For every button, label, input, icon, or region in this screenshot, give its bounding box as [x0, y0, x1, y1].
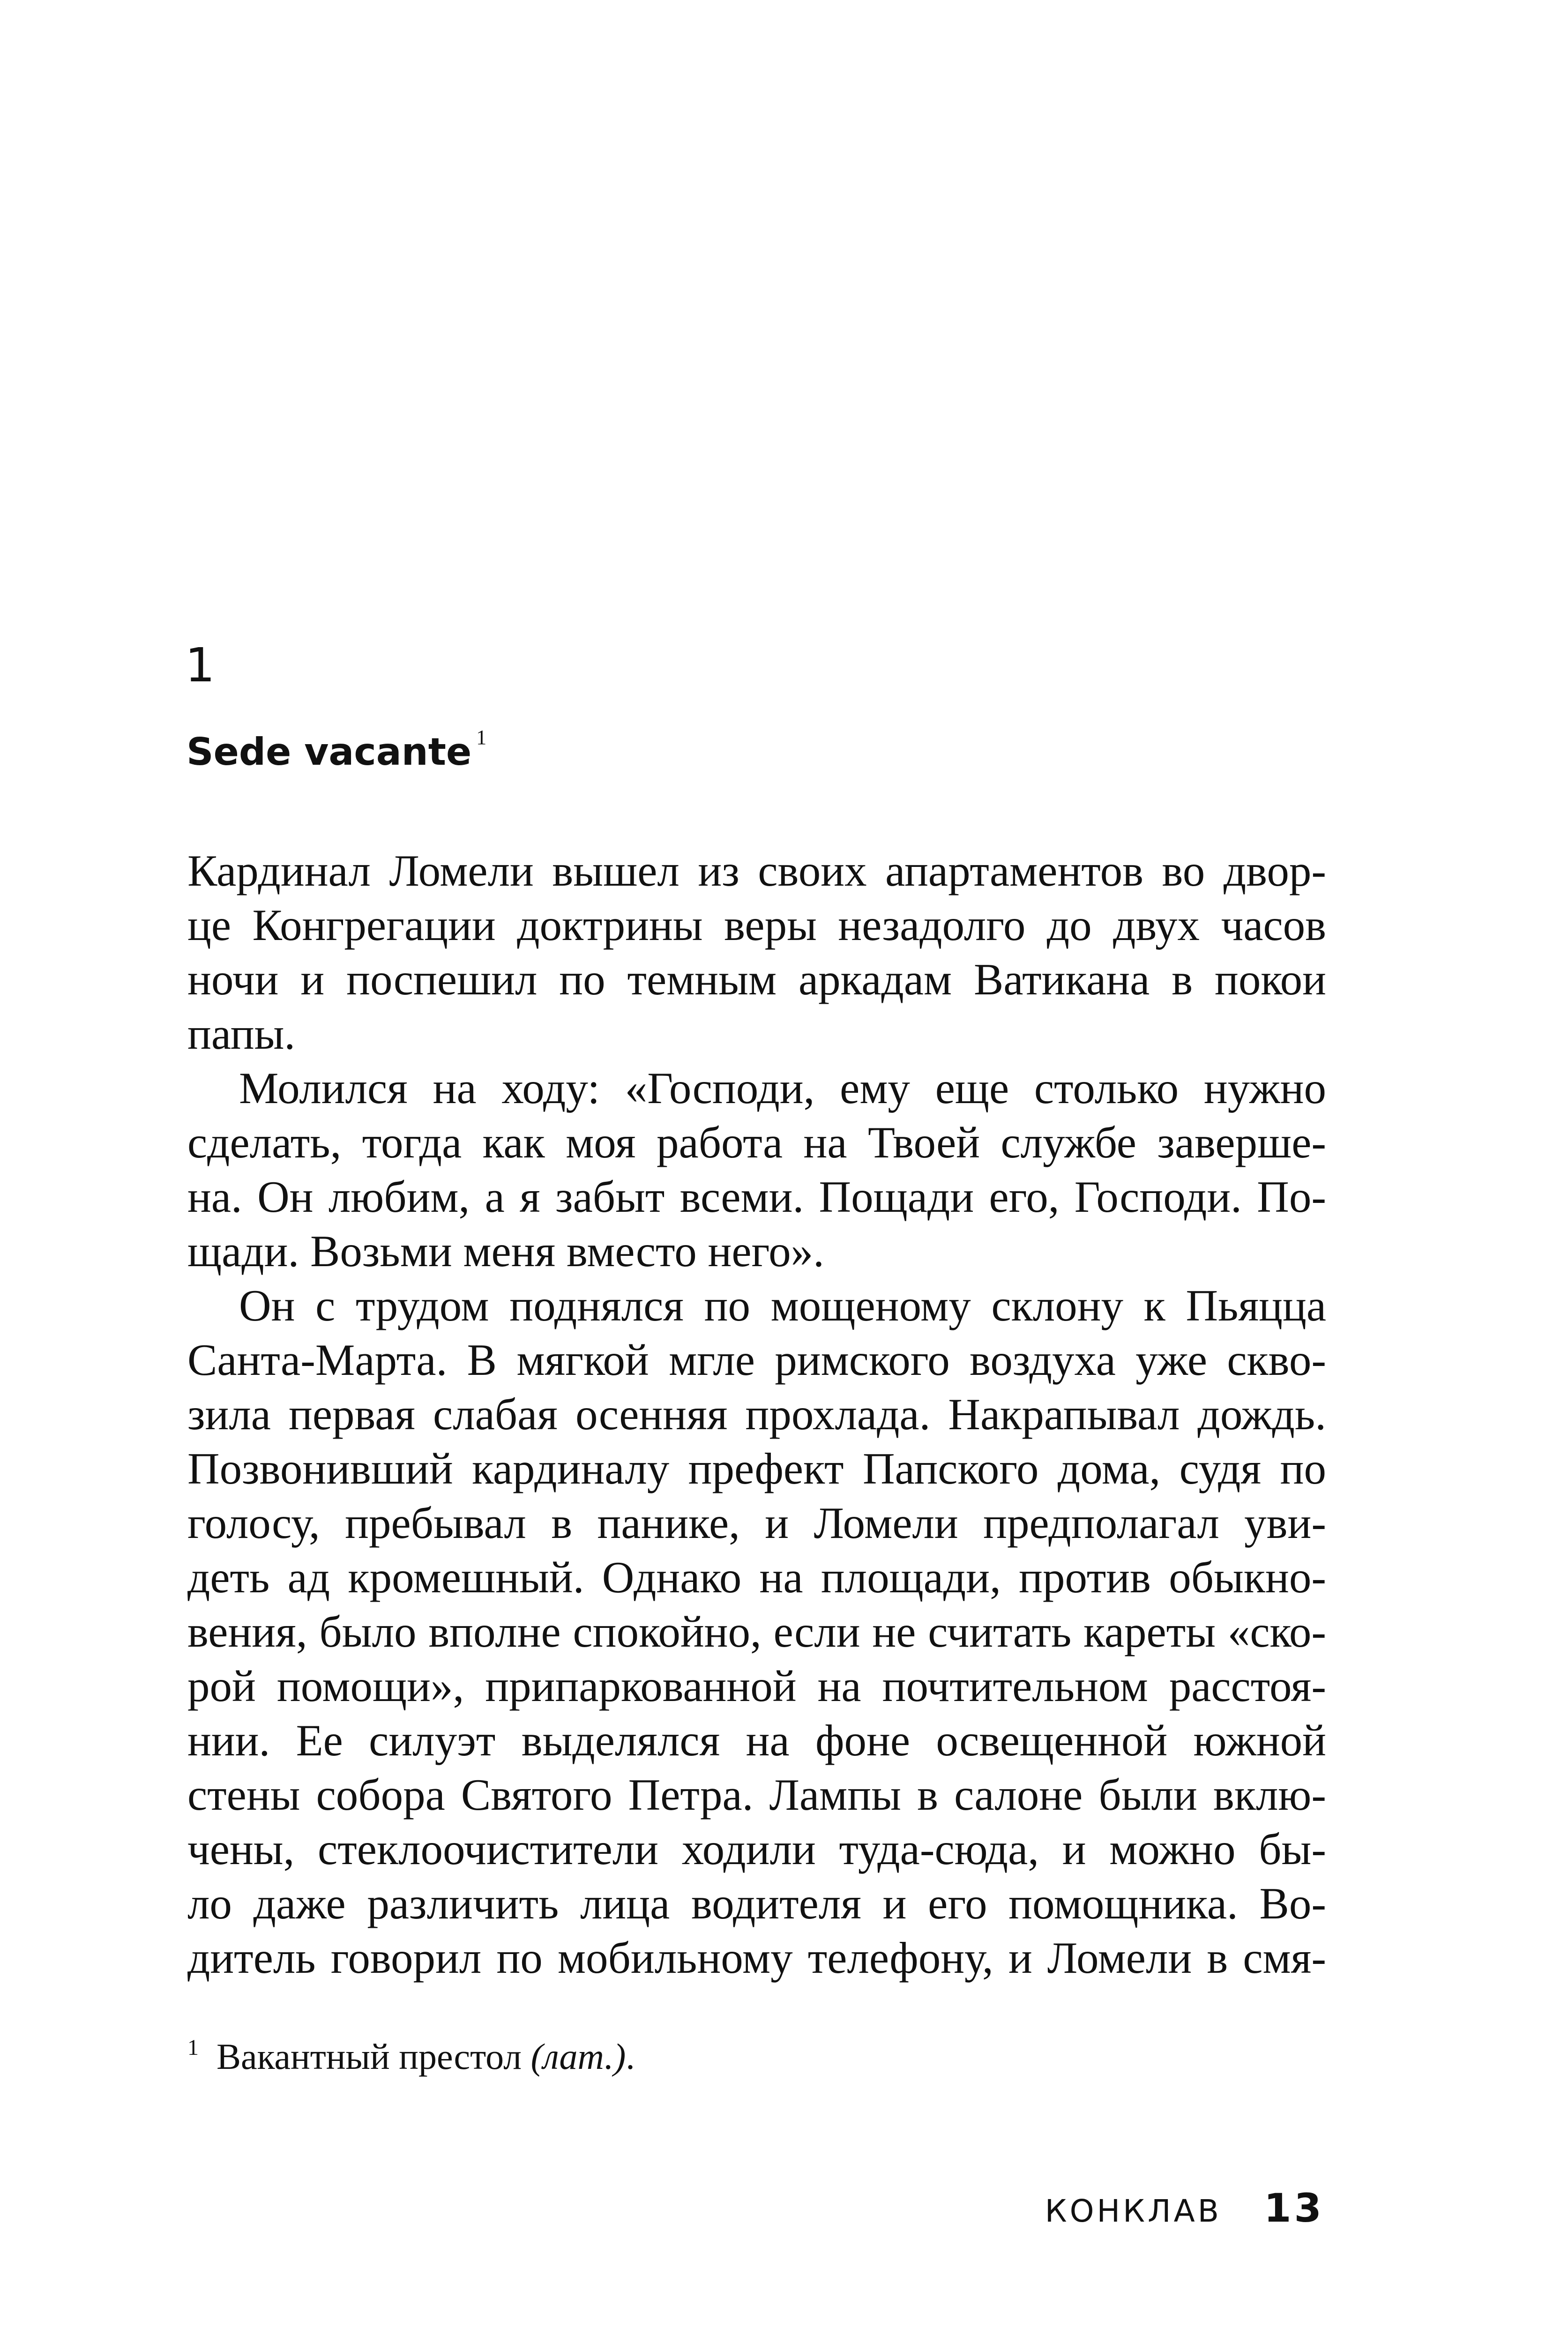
footnote-abbreviation: (лат.) — [530, 2036, 626, 2077]
chapter-title-text: Sede vacante — [187, 730, 472, 774]
text-line: це Конгрегации доктрины веры незадолго до двух часов — [187, 900, 1326, 950]
text-line: вения, было вполне спокойно, если не считать кареты «ско- — [187, 1607, 1326, 1657]
text-line: нии. Ее силуэт выделялся на фоне освещенной южной — [187, 1716, 1326, 1765]
footnote-text: Вакантный престол — [217, 2036, 522, 2077]
footnote-reference: 1 — [476, 726, 487, 749]
text-line: сделать, тогда как моя работа на Твоей службе заверше- — [187, 1118, 1326, 1167]
text-line: папы. — [187, 1009, 296, 1059]
text-line: на. Он любим, а я забыт всеми. Пощади его, Господи. По- — [187, 1172, 1326, 1222]
text-line: Кардинал Ломели вышел из своих апартаментов во двор- — [187, 846, 1326, 895]
footnote — [187, 2035, 635, 2077]
text-line: Санта-Марта. В мягкой мгле римского воздуха уже скво- — [187, 1335, 1326, 1385]
body-text — [187, 843, 1326, 1985]
text-line: рой помощи», припаркованной на почтительном расстоя- — [187, 1661, 1326, 1711]
page-number: 13 — [1264, 2185, 1324, 2231]
text-line: Позвонивший кардиналу префект Папского дома, судя по — [187, 1444, 1326, 1493]
chapter-number: 1 — [185, 638, 215, 693]
running-footer — [1045, 2185, 1324, 2231]
chapter-title — [187, 726, 487, 774]
footnote-mark: 1 — [187, 2035, 199, 2060]
text-line: деть ад кромешный. Однако на площади, против обыкно- — [187, 1552, 1326, 1602]
text-line: дитель говорил по мобильному телефону, и Ломели в смя- — [187, 1933, 1326, 1983]
text-line: Он с трудом поднялся по мощеному склону к Пьяцца — [239, 1281, 1326, 1330]
text-line: чены, стеклоочистители ходили туда-сюда, и можно бы- — [187, 1824, 1326, 1874]
footnote-end: . — [626, 2036, 635, 2077]
text-line: ночи и поспешил по темным аркадам Ватикана в покои — [187, 955, 1326, 1004]
text-line: ло даже различить лица водителя и его помощника. Во- — [187, 1879, 1326, 1928]
text-line: стены собора Святого Петра. Лампы в салоне были вклю- — [187, 1770, 1326, 1820]
text-line: голосу, пребывал в панике, и Ломели предполагал уви- — [187, 1498, 1326, 1548]
text-line: Молился на ходу: «Господи, ему еще столько нужно — [239, 1063, 1326, 1113]
text-line: зила первая слабая осенняя прохлада. Накрапывал дождь. — [187, 1389, 1326, 1439]
text-line: щади. Возьми меня вместо него». — [187, 1226, 824, 1276]
running-title: КОНКЛАВ — [1045, 2193, 1222, 2229]
